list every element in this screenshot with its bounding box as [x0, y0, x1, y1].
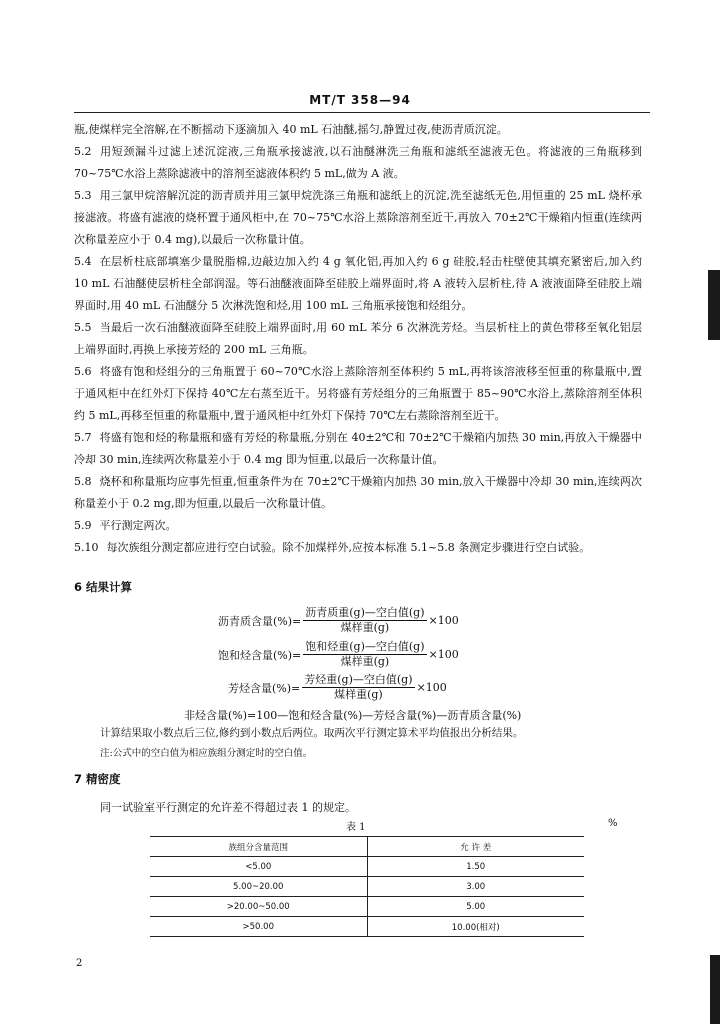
table-cell: 5.00~20.00	[150, 877, 367, 897]
formula-saturates	[218, 640, 459, 669]
table-row	[150, 897, 584, 917]
table-cell: 3.00	[367, 877, 584, 897]
page-header-standard-number: MT/T 358—94	[309, 93, 411, 107]
clause-text: 当最后一次石油醚液面降至硅胶上端界面时,用 60 mL 苯分 6 次淋洗芳烃。当层析柱上的黄色带移至氧化铝层上端界面时,再换上承接芳烃的 200 mL 三角瓶。	[74, 321, 642, 356]
table-cell: 10.00(相对)	[367, 917, 584, 937]
page-number: 2	[76, 958, 83, 969]
clause-text: 在层析柱底部填塞少量脱脂棉,边敲边加入约 4 g 氧化铝,再加入约 6 g 硅胶,轻击柱壁使其填充紧密后,加入约 10 mL 石油醚使层析柱全部润湿。等石油醚液面降至硅胶上端界面时,将 A 液转入层析柱,待 A 液液面降至硅胶上端界面时,用 40 mL 石油醚分 5 次淋洗饱和烃,用 100 mL 三角瓶承接饱和烃组分。	[74, 255, 642, 312]
clause-text: 将盛有饱和烃组分的三角瓶置于 60~70℃水浴上蒸除溶剂至体积约 5 mL,再将该溶液移至恒重的称量瓶中,置于通风柜中在红外灯下保持 40℃左右蒸至近干。另将盛有芳烃组分的三角瓶置于 85~90℃水浴上,蒸除溶剂至体积约 5 mL,再移至恒重的称量瓶中,置于通风柜中红外灯下保持 70℃左右蒸除溶剂至近干。	[74, 365, 642, 422]
clause-number: 5.5	[74, 321, 92, 334]
table-title: 表 1	[346, 822, 366, 833]
formula-fraction	[303, 606, 426, 635]
formula-denominator: 煤样重(g)	[334, 688, 383, 701]
clause-text: 将盛有饱和烃的称量瓶和盛有芳烃的称量瓶,分别在 40±2℃和 70±2℃干燥箱内加热 30 min,再放入干燥器中冷却 30 min,连续两次称量差小于 0.4 mg 即为恒重,以最后一次称量计值。	[74, 431, 642, 466]
table-cell: 5.00	[367, 897, 584, 917]
precision-statement: 同一试验室平行测定的允许差不得超过表 1 的规定。	[100, 801, 356, 814]
clause-number: 5.4	[74, 255, 92, 268]
clause-number: 5.7	[74, 431, 92, 444]
table-cell: 1.50	[367, 857, 584, 877]
formula-denominator: 煤样重(g)	[340, 621, 390, 634]
clause-text: 用三氯甲烷溶解沉淀的沥青质并用三氯甲烷洗涤三角瓶和滤纸上的沉淀,洗至滤纸无色,用恒重的 25 mL 烧杯承接滤液。将盛有滤液的烧杯置于通风柜中,在 70~75℃水浴上蒸除溶剂至近干,再放入 70±2℃干燥箱内恒重(连续两次称量差应小于 0.4 mg),以最后一次称量计值。	[74, 189, 642, 246]
formula-denominator: 煤样重(g)	[340, 655, 390, 668]
clause-number: 5.6	[74, 365, 92, 378]
formula-multiplier: ×100	[428, 614, 459, 627]
clause-number: 5.10	[74, 541, 99, 554]
table-cell: >50.00	[150, 917, 367, 937]
paragraph-5-1-continued: 瓶,使煤样完全溶解,在不断摇动下逐滴加入 40 mL 石油醚,摇匀,静置过夜,使沥青质沉淀。	[74, 123, 508, 136]
paragraph-5-8	[74, 471, 642, 515]
table-header-cell: 允 许 差	[367, 837, 584, 857]
paragraph-5-9	[74, 515, 642, 537]
paragraph-5-4	[74, 251, 642, 317]
formula-asphaltene	[218, 606, 459, 635]
header-rule	[74, 112, 650, 113]
table-header-row	[150, 837, 584, 857]
procedure-text	[74, 119, 642, 559]
rounding-rule: 计算结果取小数点后三位,修约到小数点后两位。取两次平行测定算术平均值报出分析结果。	[100, 727, 524, 739]
paragraph-5-6	[74, 361, 642, 427]
paragraph-5-3	[74, 185, 642, 251]
paragraph-5-2	[74, 141, 642, 185]
formula-non-hydrocarbon: 非烃含量(%)=100—饱和烃含量(%)—芳烃含量(%)—沥青质含量(%)	[184, 709, 522, 722]
clause-number: 5.3	[74, 189, 92, 202]
table-cell: >20.00~50.00	[150, 897, 367, 917]
clause-text: 每次族组分测定都应进行空白试验。除不加煤样外,应按本标准 5.1~5.8 条测定步骤进行空白试验。	[106, 541, 591, 554]
clause-text: 用短颈漏斗过滤上述沉淀液,三角瓶承接滤液,以石油醚淋洗三角瓶和滤纸至滤液无色。将滤液的三角瓶移到 70~75℃水浴上蒸除滤液中的溶剂至滤液体积约 5 mL,做为 A 液。	[74, 145, 642, 180]
clause-text: 烧杯和称量瓶均应事先恒重,恒重条件为在 70±2℃干燥箱内加热 30 min,放入干燥器中冷却 30 min,连续两次称量差小于 0.2 mg,即为恒重,以最后一次称量计值。	[74, 475, 642, 510]
formula-label: 沥青质含量(%)=	[218, 614, 302, 628]
section-6-heading: 6 结果计算	[74, 580, 133, 594]
formula-numerator: 饱和烃重(g)—空白值(g)	[305, 640, 425, 653]
clause-number: 5.8	[74, 475, 92, 488]
scan-edge-mark	[708, 270, 720, 340]
formula-numerator: 芳烃重(g)—空白值(g)	[304, 673, 413, 686]
table-row	[150, 877, 584, 897]
formula-aromatics	[228, 673, 447, 702]
table-row	[150, 857, 584, 877]
table-row	[150, 917, 584, 937]
formula-fraction	[302, 673, 414, 702]
table-cell: <5.00	[150, 857, 367, 877]
scan-edge-mark	[710, 955, 720, 1024]
paragraph-5-10	[74, 537, 642, 559]
formula-fraction	[303, 640, 426, 669]
clause-number: 5.9	[74, 519, 92, 532]
paragraph-5-7	[74, 427, 642, 471]
formula-multiplier: ×100	[416, 681, 447, 694]
paragraph-5-5	[74, 317, 642, 361]
formula-label: 芳烃含量(%)=	[228, 681, 301, 695]
formula-note: 注:公式中的空白值为相应族组分测定时的空白值。	[100, 748, 313, 759]
formula-multiplier: ×100	[428, 648, 459, 661]
clause-number: 5.2	[74, 145, 92, 158]
table-header-cell: 族组分含量范围	[150, 837, 367, 857]
table-unit: %	[608, 818, 618, 829]
tolerance-table	[150, 836, 584, 937]
clause-text: 平行测定两次。	[99, 519, 177, 532]
formula-label: 饱和烃含量(%)=	[218, 648, 302, 662]
section-7-heading: 7 精密度	[74, 772, 121, 786]
formula-numerator: 沥青质重(g)—空白值(g)	[305, 606, 425, 619]
